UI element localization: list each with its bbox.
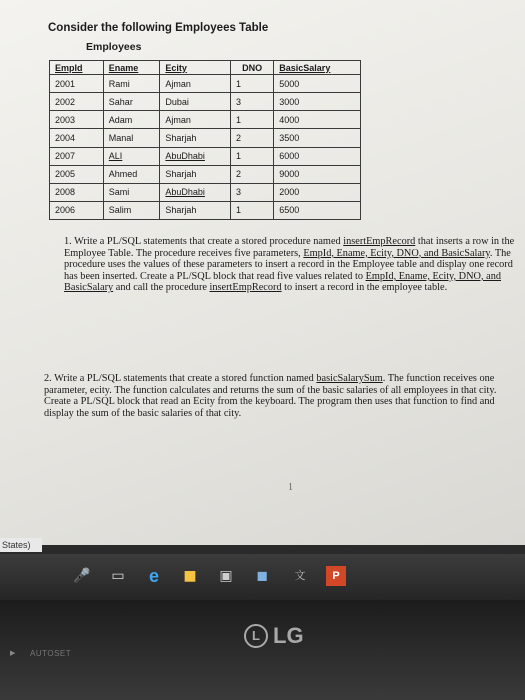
- table-cell: 1: [230, 201, 273, 219]
- col-ecity: Ecity: [160, 61, 231, 75]
- table-caption: Employees: [86, 41, 142, 53]
- table-cell: 2008: [50, 183, 104, 201]
- table-cell: ALI: [103, 147, 160, 165]
- page-number: 1: [288, 482, 293, 493]
- table-cell: 1: [230, 75, 273, 93]
- table-row: [50, 147, 361, 165]
- microphone-icon[interactable]: 🎤: [73, 568, 91, 584]
- table-cell: 4000: [274, 111, 361, 129]
- table-cell: 6500: [274, 201, 361, 219]
- table-row: [50, 129, 361, 147]
- table-header-row: [50, 61, 361, 75]
- table-cell: Sahar: [103, 93, 160, 111]
- page-heading: Consider the following Employees Table: [48, 22, 269, 34]
- question-2: 2. Write a PL/SQL statements that create a stored function named basicSalarySum. The function receives one parameter, ecity. The function calculates and returns the sum of the basic salaries of all employees in that city. Create a PL/SQL block that read an Ecity from the keyboard. The program then uses that function to find and display the sum of the basic salaries of that city.: [44, 373, 497, 419]
- table-cell: 3000: [274, 93, 361, 111]
- photos-icon[interactable]: ◼: [256, 568, 268, 584]
- monitor-bezel: [0, 600, 525, 700]
- table-cell: Sharjah: [160, 129, 231, 147]
- table-row: [50, 111, 361, 129]
- power-indicator-icon: ▶: [10, 649, 16, 657]
- table-cell: 5000: [274, 75, 361, 93]
- table-cell: Rami: [103, 75, 160, 93]
- edge-browser-icon[interactable]: e: [148, 566, 159, 586]
- translate-icon[interactable]: 文: [294, 569, 306, 582]
- table-cell: 1: [230, 111, 273, 129]
- table-cell: 2: [230, 129, 273, 147]
- table-cell: 2007: [50, 147, 104, 165]
- table-cell: 2: [230, 165, 273, 183]
- tablet-mode-icon[interactable]: ▭: [111, 568, 125, 584]
- table-cell: 3: [230, 93, 273, 111]
- col-basicsalary: BasicSalary: [274, 61, 361, 75]
- lg-brand-text: LG: [273, 623, 304, 648]
- store-icon[interactable]: ▣: [219, 568, 233, 584]
- table-cell: Adam: [103, 111, 160, 129]
- table-row: [50, 93, 361, 111]
- table-cell: AbuDhabi: [160, 147, 231, 165]
- table-cell: 2002: [50, 93, 104, 111]
- table-cell: 2006: [50, 201, 104, 219]
- table-cell: 2005: [50, 165, 104, 183]
- table-cell: Sami: [103, 183, 160, 201]
- table-cell: Ajman: [160, 75, 231, 93]
- table-cell: 2001: [50, 75, 104, 93]
- status-bar-label: States): [0, 538, 42, 552]
- table-cell: 3: [230, 183, 273, 201]
- table-cell: 9000: [274, 165, 361, 183]
- taskbar: [0, 554, 525, 600]
- question-1: 1. Write a PL/SQL statements that create a stored procedure named insertEmpRecord that inserts a row in the Employee Table. The procedure receives five parameters, EmpId, Ename, Ecity, DNO, and BasicSalary. The procedure uses the values of these parameters to insert a record in the Employee table and display one record has been inserted. Create a PL/SQL block that read five values related to EmpId, Ename, Ecity, DNO, and BasicSalary and call the procedure insertEmpRecord to insert a record in the employee table.: [64, 236, 515, 294]
- lg-logo: [244, 623, 304, 649]
- table-cell: 1: [230, 147, 273, 165]
- table-cell: 3500: [274, 129, 361, 147]
- col-dno: DNO: [230, 61, 273, 75]
- table-row: [50, 183, 361, 201]
- table-cell: 2004: [50, 129, 104, 147]
- table-cell: Sharjah: [160, 165, 231, 183]
- autoset-label[interactable]: AUTOSET: [30, 649, 72, 658]
- file-explorer-icon[interactable]: ■: [183, 568, 197, 584]
- employees-table: [49, 60, 361, 220]
- table-cell: AbuDhabi: [160, 183, 231, 201]
- col-empid: EmpId: [50, 61, 104, 75]
- table-cell: Sharjah: [160, 201, 231, 219]
- lg-logo-circle: L: [244, 624, 268, 648]
- table-cell: Manal: [103, 129, 160, 147]
- table-cell: Ahmed: [103, 165, 160, 183]
- table-row: [50, 75, 361, 93]
- table-cell: 6000: [274, 147, 361, 165]
- table-row: [50, 201, 361, 219]
- table-cell: 2000: [274, 183, 361, 201]
- table-cell: 2003: [50, 111, 104, 129]
- table-cell: Ajman: [160, 111, 231, 129]
- powerpoint-icon[interactable]: P: [326, 566, 346, 586]
- table-row: [50, 165, 361, 183]
- table-cell: Salim: [103, 201, 160, 219]
- col-ename: Ename: [103, 61, 160, 75]
- table-cell: Dubai: [160, 93, 231, 111]
